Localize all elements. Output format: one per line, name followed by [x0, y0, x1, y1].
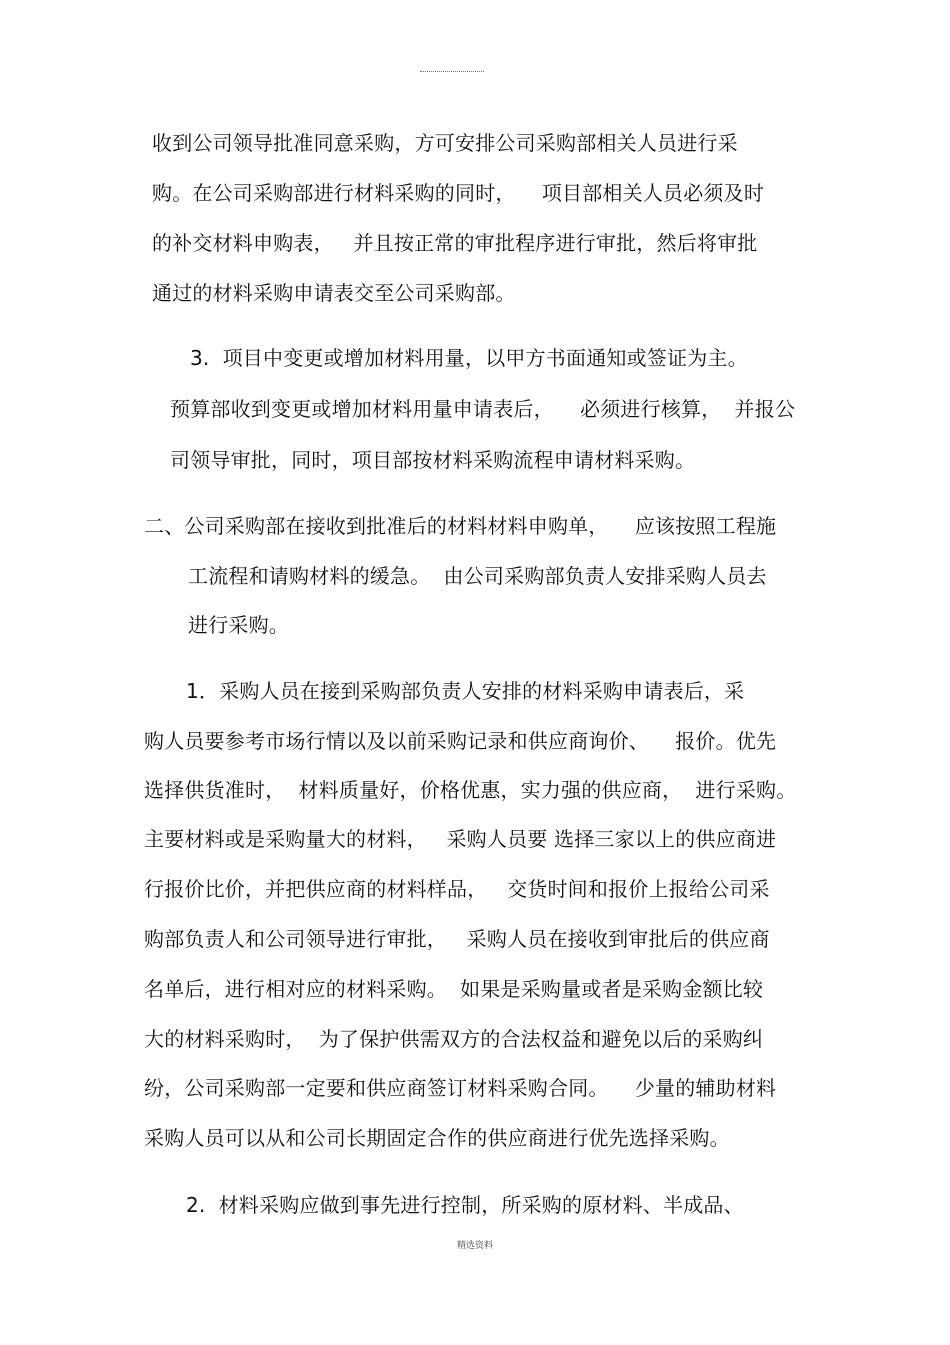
page-footer: 精选资料	[456, 1241, 493, 1251]
text-line: 购人员要参考市场行情以及以前采购记录和供应商询价、 报价。优先	[144, 729, 777, 753]
text-line: 2. 材料采购应做到事先进行控制，所采购的原材料、半成品、	[186, 1193, 744, 1217]
text-line: 的补交材料申购表， 并且按正常的审批程序进行审批，然后将审批	[152, 231, 758, 255]
text-line: 司领导审批，同时，项目部按材料采购流程申请材料采购。	[170, 448, 696, 472]
text-line: 收到公司领导批准同意采购，方可安排公司采购部相关人员进行采	[152, 131, 738, 155]
text-line: 预算部收到变更或增加材料用量申请表后， 必须进行核算， 并报公	[170, 397, 796, 421]
text-line: 3. 项目中变更或增加材料用量，以甲方书面通知或签证为主。	[190, 346, 748, 370]
text-line: 购部负责人和公司领导进行审批， 采购人员在接收到审批后的供应商	[144, 927, 770, 951]
text-line: 大的材料采购时， 为了保护供需双方的合法权益和避免以后的采购纠	[144, 1027, 764, 1051]
text-line: 二、公司采购部在接收到批准后的材料材料申购单， 应该按照工程施	[144, 514, 777, 538]
text-line: 选择供货准时， 材料质量好，价格优惠，实力强的供应商， 进行采购。	[144, 778, 797, 802]
text-line: 行报价比价，并把供应商的材料样品， 交货时间和报价上报给公司采	[144, 877, 770, 901]
text-line: 进行采购。	[188, 613, 289, 637]
header-rule	[420, 71, 484, 72]
text-line: 采购人员可以从和公司长期固定合作的供应商进行优先选择采购。	[144, 1126, 730, 1150]
text-line: 纷，公司采购部一定要和供应商签订材料采购合同。 少量的辅助材料	[144, 1076, 777, 1100]
text-line: 主要材料或是采购量大的材料， 采购人员要 选择三家以上的供应商进	[144, 827, 777, 851]
text-line: 名单后，进行相对应的材料采购。 如果是采购量或者是采购金额比较	[144, 977, 764, 1001]
text-line: 工流程和请购材料的缓急。 由公司采购部负责人安排采购人员去	[188, 564, 767, 588]
text-line: 购。在公司采购部进行材料采购的同时， 项目部相关人员必须及时	[152, 181, 765, 205]
text-line: 1．采购人员在接到采购部负责人安排的材料采购申请表后，采	[186, 679, 745, 703]
text-line: 通过的材料采购申请表交至公司采购部。	[152, 281, 516, 305]
